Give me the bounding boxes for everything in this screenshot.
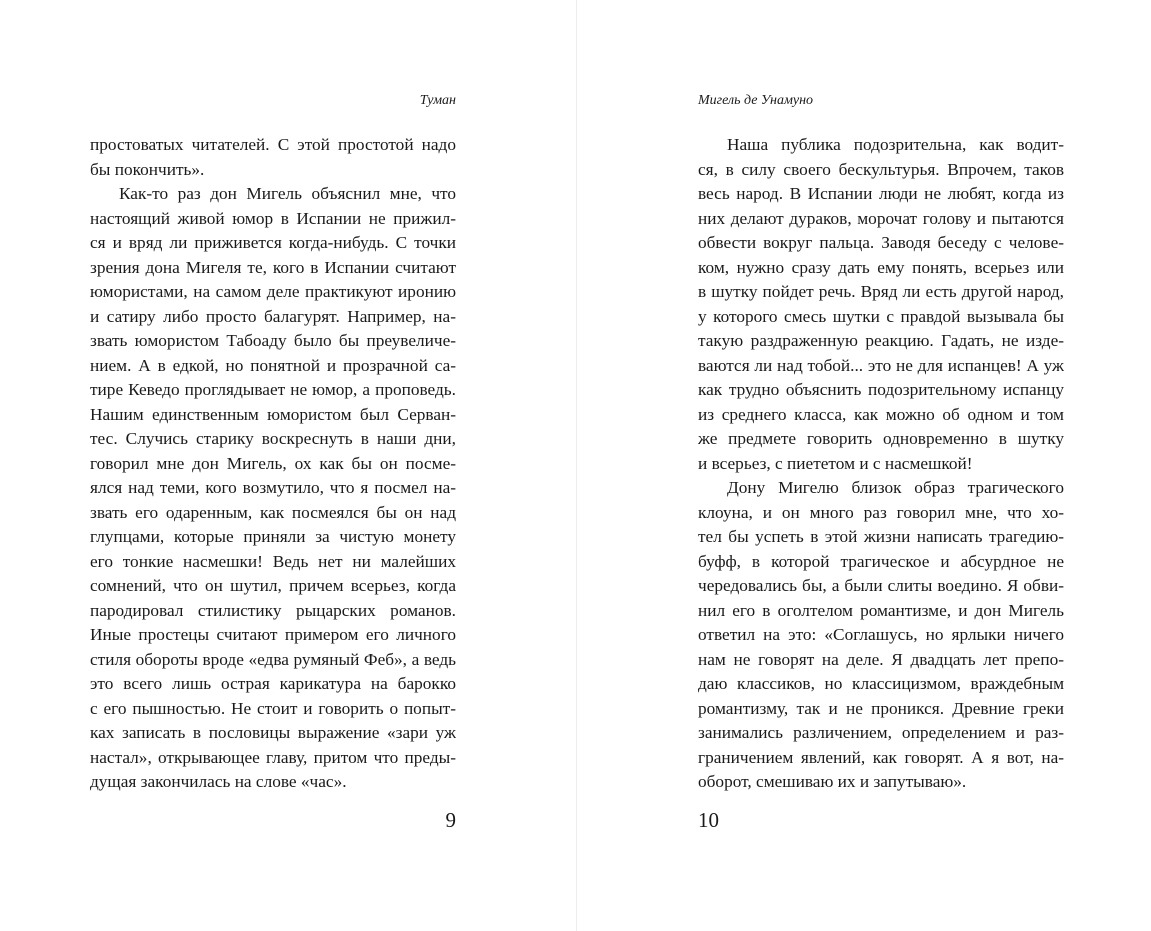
text-line: такую раздраженную реакцию. Гадать, не издe- — [698, 331, 1064, 350]
text-line: буфф, в которой трагическое и абсурдное не — [698, 551, 1064, 571]
text-line: простоватых читателей. С этой простотой надо — [90, 135, 456, 154]
text-line: настал», открывающее главу, притом что преды- — [90, 747, 456, 767]
text-line: них делают дураков, морочат голову и пытаются — [698, 208, 1064, 228]
text-line: тире Кеведо проглядывает не юмор, а проповедь. — [90, 380, 456, 399]
text-line: это всего лишь острая карикатура на барокко — [90, 674, 456, 693]
page-number: 10 — [698, 808, 719, 832]
text-line: ваются ли над тобой... это не для испанцев! А уж — [698, 355, 1064, 375]
text-line: нам не говорят на деле. Я двадцать лет препо- — [698, 649, 1064, 669]
text-line: чередовались бы, а были слиты воедино. Я обви- — [698, 576, 1064, 595]
text-line: граничением явлений, как говорят. А я вот, на- — [698, 747, 1064, 767]
text-line: из среднего класса, как можно об одном и том — [698, 404, 1064, 424]
text-line: и сатиру либо просто балагурят. Например, на- — [90, 306, 456, 326]
page-body — [90, 133, 456, 795]
text-line: ся и вряд ли приживется когда-нибудь. С точки — [90, 233, 456, 252]
running-head: Туман — [419, 93, 456, 108]
paragraph — [698, 476, 1064, 795]
text-line: ответил на это: «Соглашусь, но ярлыки ничего — [698, 625, 1064, 644]
text-line: занимались различением, определением и раз- — [698, 723, 1064, 742]
text-line: ся, в силу своего бескультурья. Впрочем, таков — [698, 159, 1064, 179]
text-line: в шутку пойдет речь. Вряд ли есть другой народ, — [698, 282, 1064, 301]
paragraph — [90, 182, 456, 795]
text-line: зрения дона Мигеля те, кого в Испании считают — [90, 257, 456, 277]
paragraph — [90, 133, 456, 182]
text-line: как трудно объяснить подозрительному испанцу — [698, 380, 1064, 399]
paragraph — [698, 133, 1064, 476]
text-line: клоуна, и он много раз говорил мне, что хо- — [698, 502, 1064, 522]
text-line: говорил мне дон Мигель, ох как бы он посме- — [90, 453, 456, 473]
text-line: звать его одаренным, как посмеялся бы он над — [90, 502, 456, 522]
text-line: Наша публика подозрительна, как водит- — [727, 135, 1064, 154]
text-line: нил его в оголтелом романтизме, и дон Мигель — [698, 600, 1064, 620]
text-line: Дону Мигелю близок образ трагического — [727, 478, 1064, 497]
text-line: ком, нужно сразу дать ему понять, всерьез или — [698, 257, 1064, 277]
running-head: Мигель де Унамуно — [698, 93, 814, 108]
text-line: нием. А в едкой, но понятной и прозрачной са- — [90, 355, 456, 375]
text-line: Как-то раз дон Мигель объяснил мне, что — [119, 184, 456, 203]
text-line: звать юмористом Табоаду было бы преувеличе- — [90, 331, 456, 350]
text-line: тес. Случись старику воскреснуть в наши дни, — [90, 429, 456, 448]
text-line: Иные простецы считают примером его личного — [90, 625, 456, 644]
text-line: и всерьез, с пиететом и с насмешкой! — [698, 453, 973, 473]
text-line: же предмете говорить одновременно в шутку — [698, 429, 1064, 448]
text-line: даю классиков, но классицизмом, враждебным — [698, 674, 1064, 693]
text-line: тел бы успеть в этой жизни написать трагедию- — [698, 527, 1064, 546]
text-line: глупцами, которые приняли за чистую монету — [90, 527, 456, 546]
text-line: бы покончить». — [90, 159, 205, 179]
text-line: юмористами, на самом деле практикуют иронию — [90, 282, 456, 301]
text-line: оборот, смешиваю их и запутываю». — [698, 772, 967, 791]
text-line: романтизму, так и не проникся. Древние греки — [698, 698, 1064, 718]
text-line: дущая закончилась на слове «час». — [90, 772, 347, 791]
text-line: пародировал стилистику рыцарских романов. — [90, 600, 456, 620]
text-line: Нашим единственным юмористом был Серван- — [90, 404, 456, 424]
text-line: с его пышностью. Не стоит и говорить о попыт- — [90, 698, 456, 718]
text-line: ках записать в пословицы выражение «зари уж — [90, 723, 456, 742]
text-line: обвести вокруг пальца. Заводя беседу с человe- — [698, 233, 1064, 252]
text-line: ялся над теми, кого возмутило, что я посмел на- — [90, 478, 456, 497]
text-line: у которого смесь шутки с правдой вызывала бы — [698, 306, 1064, 326]
text-line: сомнений, что он шутил, причем всерьез, когда — [90, 576, 456, 595]
text-line: стиля обороты вроде «едва румяный Феб», а ведь — [90, 649, 456, 669]
book-gutter — [576, 0, 577, 931]
text-line: его тонкие насмешки! Ведь нет ни малейших — [90, 551, 456, 571]
page-body — [698, 133, 1064, 795]
page-number: 9 — [445, 808, 456, 832]
text-line: настоящий живой юмор в Испании не прижил- — [90, 208, 456, 228]
text-line: весь народ. В Испании люди не любят, когда из — [698, 184, 1064, 203]
